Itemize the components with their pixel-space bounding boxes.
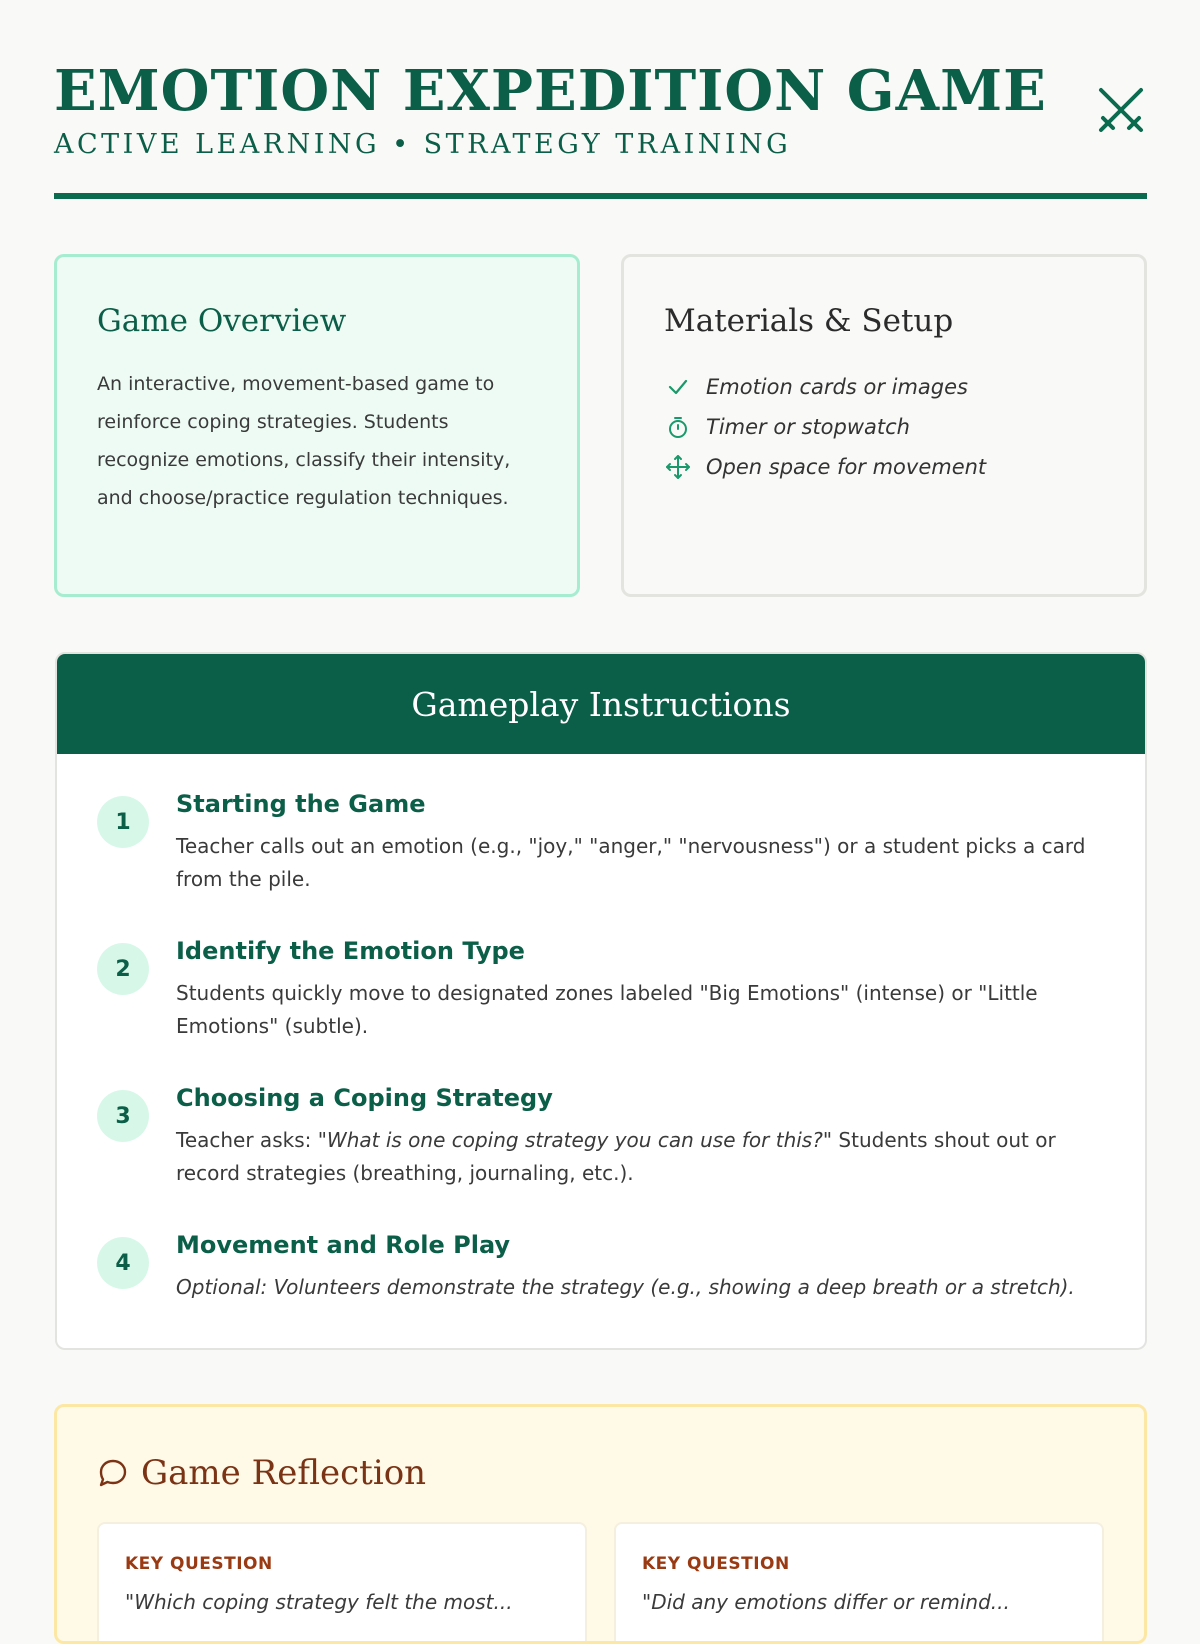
- step-text: Optional: Volunteers demonstrate the strategy (e.g., showing a deep breath or a stretch).: [176, 1275, 1075, 1299]
- reflection-title: Game Reflection: [141, 1453, 427, 1493]
- header-divider: [54, 193, 1147, 199]
- material-label: Timer or stopwatch: [706, 415, 910, 439]
- materials-title: Materials & Setup: [664, 303, 954, 339]
- step-text: Teacher calls out an emotion (e.g., "joy," "anger," "nervousness") or a student picks a card from the pile.: [176, 834, 1086, 891]
- step-text-before: Teacher asks:: [176, 1128, 318, 1152]
- question-text: "Which coping strategy felt the most...: [125, 1590, 513, 1614]
- materials-card: [621, 254, 1147, 597]
- list-item: [664, 407, 986, 447]
- step-title: Identify the Emotion Type: [176, 937, 525, 965]
- overview-text: An interactive, movement-based game to reinforce coping strategies. Students recognize emotions, classify their intensity, and choose/practice regulation techniques.: [97, 373, 511, 509]
- step-number: 2: [97, 943, 149, 995]
- step-title: Movement and Role Play: [176, 1231, 511, 1259]
- stopwatch-icon: [664, 413, 692, 441]
- question-label: KEY QUESTION: [125, 1554, 273, 1574]
- question-text: "Did any emotions differ or remind...: [642, 1590, 1010, 1614]
- question-card: [614, 1522, 1104, 1644]
- overview-title: Game Overview: [97, 303, 347, 339]
- check-icon: [664, 373, 692, 401]
- question-card: [97, 1522, 587, 1644]
- step-text: [176, 1124, 1111, 1190]
- question-label: KEY QUESTION: [642, 1554, 790, 1574]
- reflection-heading: [97, 1453, 426, 1493]
- material-label: Emotion cards or images: [706, 375, 968, 399]
- speech-bubble-icon: [97, 1457, 129, 1489]
- material-label: Open space for movement: [706, 455, 987, 479]
- step-title: Starting the Game: [176, 790, 426, 818]
- step-number: 1: [97, 796, 149, 848]
- step-number: 3: [97, 1090, 149, 1142]
- step-text: Students quickly move to designated zones labeled "Big Emotions" (intense) or "Little Emotions" (subtle).: [176, 981, 1038, 1038]
- gameplay-title: Gameplay Instructions: [411, 684, 791, 724]
- page-title: EMOTION EXPEDITION GAME: [54, 58, 1047, 124]
- move-arrows-icon: [664, 453, 692, 481]
- materials-list: [664, 367, 986, 487]
- crossed-swords-icon: [1095, 84, 1147, 136]
- gameplay-header: [57, 654, 1145, 754]
- gameplay-section: [55, 652, 1147, 1350]
- step-text-quote: "What is one coping strategy you can use for this?": [317, 1128, 833, 1152]
- list-item: [664, 367, 986, 407]
- step-text-after: Students shout out or record strategies (breathing, journaling, etc.).: [176, 1128, 1056, 1185]
- header: [54, 58, 1147, 162]
- step-title: Choosing a Coping Strategy: [176, 1084, 553, 1112]
- reflection-section: [54, 1404, 1147, 1644]
- list-item: [664, 447, 986, 487]
- overview-card: [54, 254, 580, 597]
- page-subtitle: ACTIVE LEARNING • STRATEGY TRAINING: [54, 129, 792, 160]
- step-number: 4: [97, 1237, 149, 1289]
